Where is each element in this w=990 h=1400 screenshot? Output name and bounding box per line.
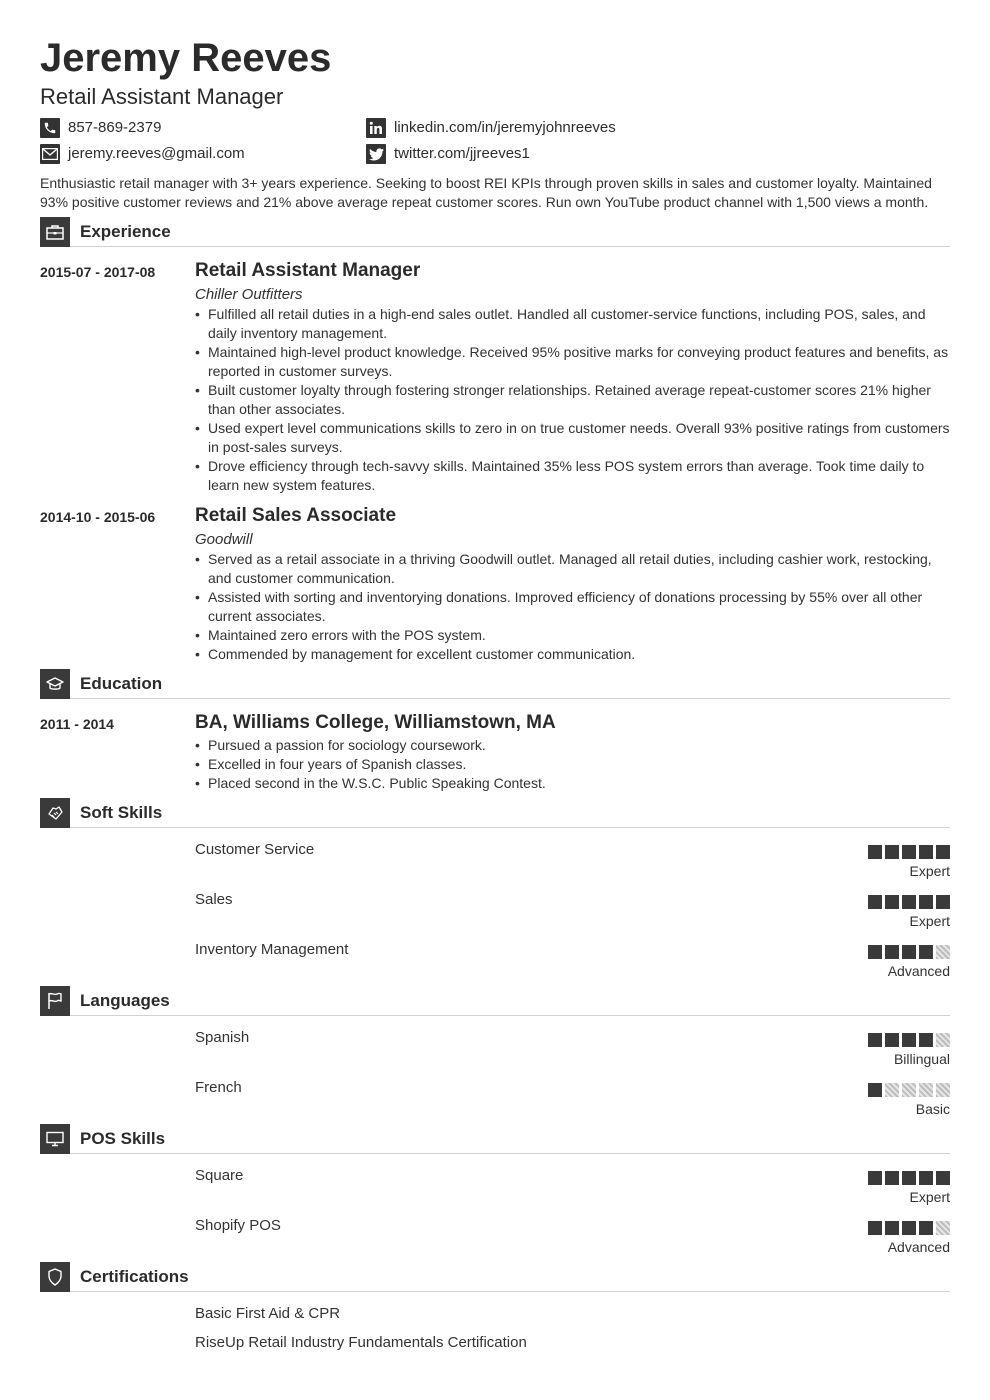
language-level: Basic bbox=[915, 1101, 950, 1117]
section-divider bbox=[70, 1015, 950, 1016]
rating-square-empty bbox=[936, 1221, 950, 1235]
contact-twitter bbox=[366, 144, 530, 164]
rating-square-filled bbox=[902, 845, 916, 859]
pos-skill-name: Shopify POS bbox=[195, 1217, 281, 1234]
shield-icon bbox=[40, 1262, 70, 1292]
rating-square-filled bbox=[936, 1171, 950, 1185]
section-pos-skills bbox=[40, 1124, 950, 1154]
phone-text: 857-869-2379 bbox=[68, 119, 162, 136]
language-name: French bbox=[195, 1079, 242, 1096]
list-item: • Drove efficiency through tech-savvy skills. Maintained 35% less POS system errors than average. Took time daily to learn new system features. bbox=[195, 457, 950, 495]
rating-square-filled bbox=[936, 895, 950, 909]
section-education bbox=[40, 669, 950, 699]
job-company: Goodwill bbox=[195, 531, 253, 548]
rating-square-filled bbox=[885, 1221, 899, 1235]
contact-linkedin bbox=[366, 118, 616, 138]
skill-rating bbox=[868, 845, 950, 859]
rating-square-filled bbox=[868, 895, 882, 909]
rating-square-filled bbox=[919, 895, 933, 909]
rating-square-filled bbox=[919, 945, 933, 959]
twitter-icon bbox=[366, 144, 386, 164]
phone-icon bbox=[40, 118, 60, 138]
pos-skill-rating bbox=[868, 1171, 950, 1185]
graduation-cap-icon bbox=[40, 669, 70, 699]
section-divider bbox=[70, 1153, 950, 1154]
rating-square-filled bbox=[919, 1171, 933, 1185]
list-item: • Excelled in four years of Spanish classes. bbox=[195, 755, 950, 774]
section-title: Experience bbox=[80, 222, 171, 241]
rating-square-filled bbox=[885, 1171, 899, 1185]
rating-square-filled bbox=[885, 895, 899, 909]
list-item: • Used expert level communications skills to zero in on true customer needs. Overall 93% positive ratings from customers in post-sales surveys. bbox=[195, 419, 950, 457]
rating-square-empty bbox=[936, 1083, 950, 1097]
linkedin-text: linkedin.com/in/jeremyjohnreeves bbox=[394, 119, 616, 136]
section-title: Certifications bbox=[80, 1267, 189, 1286]
list-item: • Maintained zero errors with the POS system. bbox=[195, 626, 950, 645]
education-dates: 2011 - 2014 bbox=[40, 716, 114, 732]
skill-level: Expert bbox=[909, 863, 950, 879]
skill-level: Advanced bbox=[887, 963, 950, 979]
section-soft-skills bbox=[40, 798, 950, 828]
rating-square-filled bbox=[919, 1033, 933, 1047]
briefcase-icon bbox=[40, 217, 70, 247]
skill-name: Customer Service bbox=[195, 841, 315, 858]
skill-name: Inventory Management bbox=[195, 941, 349, 958]
rating-square-empty bbox=[936, 1033, 950, 1047]
list-item: • Served as a retail associate in a thriving Goodwill outlet. Managed all retail duties, including cashier work, restocking, and customer communication. bbox=[195, 550, 950, 588]
job-dates: 2015-07 - 2017-08 bbox=[40, 264, 156, 280]
pos-skill-level: Expert bbox=[909, 1189, 950, 1205]
rating-square-filled bbox=[885, 1033, 899, 1047]
contact-email bbox=[40, 144, 245, 164]
linkedin-icon bbox=[366, 118, 386, 138]
language-level: Billingual bbox=[893, 1051, 950, 1067]
section-divider bbox=[70, 246, 950, 247]
job-dates: 2014-10 - 2015-06 bbox=[40, 509, 156, 525]
job-title: Retail Sales Associate bbox=[195, 505, 397, 526]
certification-item: RiseUp Retail Industry Fundamentals Certification bbox=[195, 1334, 527, 1351]
section-title: Education bbox=[80, 674, 163, 693]
list-item: • Placed second in the W.S.C. Public Speaking Contest. bbox=[195, 774, 950, 793]
pos-skill-level: Advanced bbox=[887, 1239, 950, 1255]
candidate-role: Retail Assistant Manager bbox=[40, 84, 284, 109]
section-divider bbox=[70, 698, 950, 699]
job-bullets bbox=[195, 550, 950, 664]
profile-summary: Enthusiastic retail manager with 3+ years experience. Seeking to boost REI KPIs through proven skills in sales and customer loyalty. Maintained 93% positive customer reviews and 21% above average repeat customer scores. Run own YouTube product channel with 1,500 views a month. bbox=[40, 175, 932, 210]
rating-square-empty bbox=[885, 1083, 899, 1097]
rating-square-filled bbox=[868, 845, 882, 859]
language-name: Spanish bbox=[195, 1029, 250, 1046]
education-bullets bbox=[195, 736, 950, 793]
skill-rating bbox=[868, 945, 950, 959]
rating-square-filled bbox=[885, 945, 899, 959]
rating-square-filled bbox=[868, 1083, 882, 1097]
handshake-icon bbox=[40, 798, 70, 828]
rating-square-filled bbox=[902, 895, 916, 909]
section-certifications bbox=[40, 1262, 950, 1292]
monitor-icon bbox=[40, 1124, 70, 1154]
rating-square-filled bbox=[868, 1221, 882, 1235]
skill-level: Expert bbox=[909, 913, 950, 929]
section-title: Languages bbox=[80, 991, 170, 1010]
pos-skill-rating bbox=[868, 1221, 950, 1235]
job-bullets bbox=[195, 305, 950, 495]
skill-rating bbox=[868, 895, 950, 909]
section-languages bbox=[40, 986, 950, 1016]
rating-square-filled bbox=[868, 945, 882, 959]
rating-square-filled bbox=[885, 845, 899, 859]
certification-item: Basic First Aid & CPR bbox=[195, 1305, 341, 1322]
list-item: • Pursued a passion for sociology coursework. bbox=[195, 736, 950, 755]
section-divider bbox=[70, 827, 950, 828]
rating-square-filled bbox=[919, 845, 933, 859]
rating-square-filled bbox=[936, 845, 950, 859]
twitter-text: twitter.com/jjreeves1 bbox=[394, 145, 530, 162]
section-title: POS Skills bbox=[80, 1129, 166, 1148]
job-title: Retail Assistant Manager bbox=[195, 260, 421, 281]
list-item: • Assisted with sorting and inventorying donations. Improved efficiency of donations processing by 55% over all other current associates. bbox=[195, 588, 950, 626]
list-item: • Built customer loyalty through fostering stronger relationships. Retained average repeat-customer scores 21% higher than other associates. bbox=[195, 381, 950, 419]
envelope-icon bbox=[40, 144, 60, 164]
rating-square-empty bbox=[936, 945, 950, 959]
language-rating bbox=[868, 1083, 950, 1097]
flag-icon bbox=[40, 986, 70, 1016]
rating-square-filled bbox=[902, 1033, 916, 1047]
list-item: • Fulfilled all retail duties in a high-end sales outlet. Handled all customer-service functions, including POS, sales, and daily inventory management. bbox=[195, 305, 950, 343]
email-text: jeremy.reeves@gmail.com bbox=[68, 145, 245, 162]
candidate-name: Jeremy Reeves bbox=[40, 36, 332, 80]
rating-square-filled bbox=[902, 1171, 916, 1185]
pos-skill-name: Square bbox=[195, 1167, 244, 1184]
list-item: • Commended by management for excellent customer communication. bbox=[195, 645, 950, 664]
skill-name: Sales bbox=[195, 891, 233, 908]
section-divider bbox=[70, 1291, 950, 1292]
job-company: Chiller Outfitters bbox=[195, 286, 303, 303]
rating-square-filled bbox=[902, 945, 916, 959]
rating-square-filled bbox=[868, 1171, 882, 1185]
rating-square-filled bbox=[868, 1033, 882, 1047]
rating-square-empty bbox=[902, 1083, 916, 1097]
list-item: • Maintained high-level product knowledge. Received 95% positive marks for conveying product features and benefits, as reported in customer surveys. bbox=[195, 343, 950, 381]
education-degree: BA, Williams College, Williamstown, MA bbox=[195, 712, 556, 733]
section-title: Soft Skills bbox=[80, 803, 163, 822]
contact-phone bbox=[40, 118, 161, 138]
rating-square-filled bbox=[902, 1221, 916, 1235]
section-experience bbox=[40, 217, 950, 247]
rating-square-filled bbox=[919, 1221, 933, 1235]
language-rating bbox=[868, 1033, 950, 1047]
rating-square-empty bbox=[919, 1083, 933, 1097]
